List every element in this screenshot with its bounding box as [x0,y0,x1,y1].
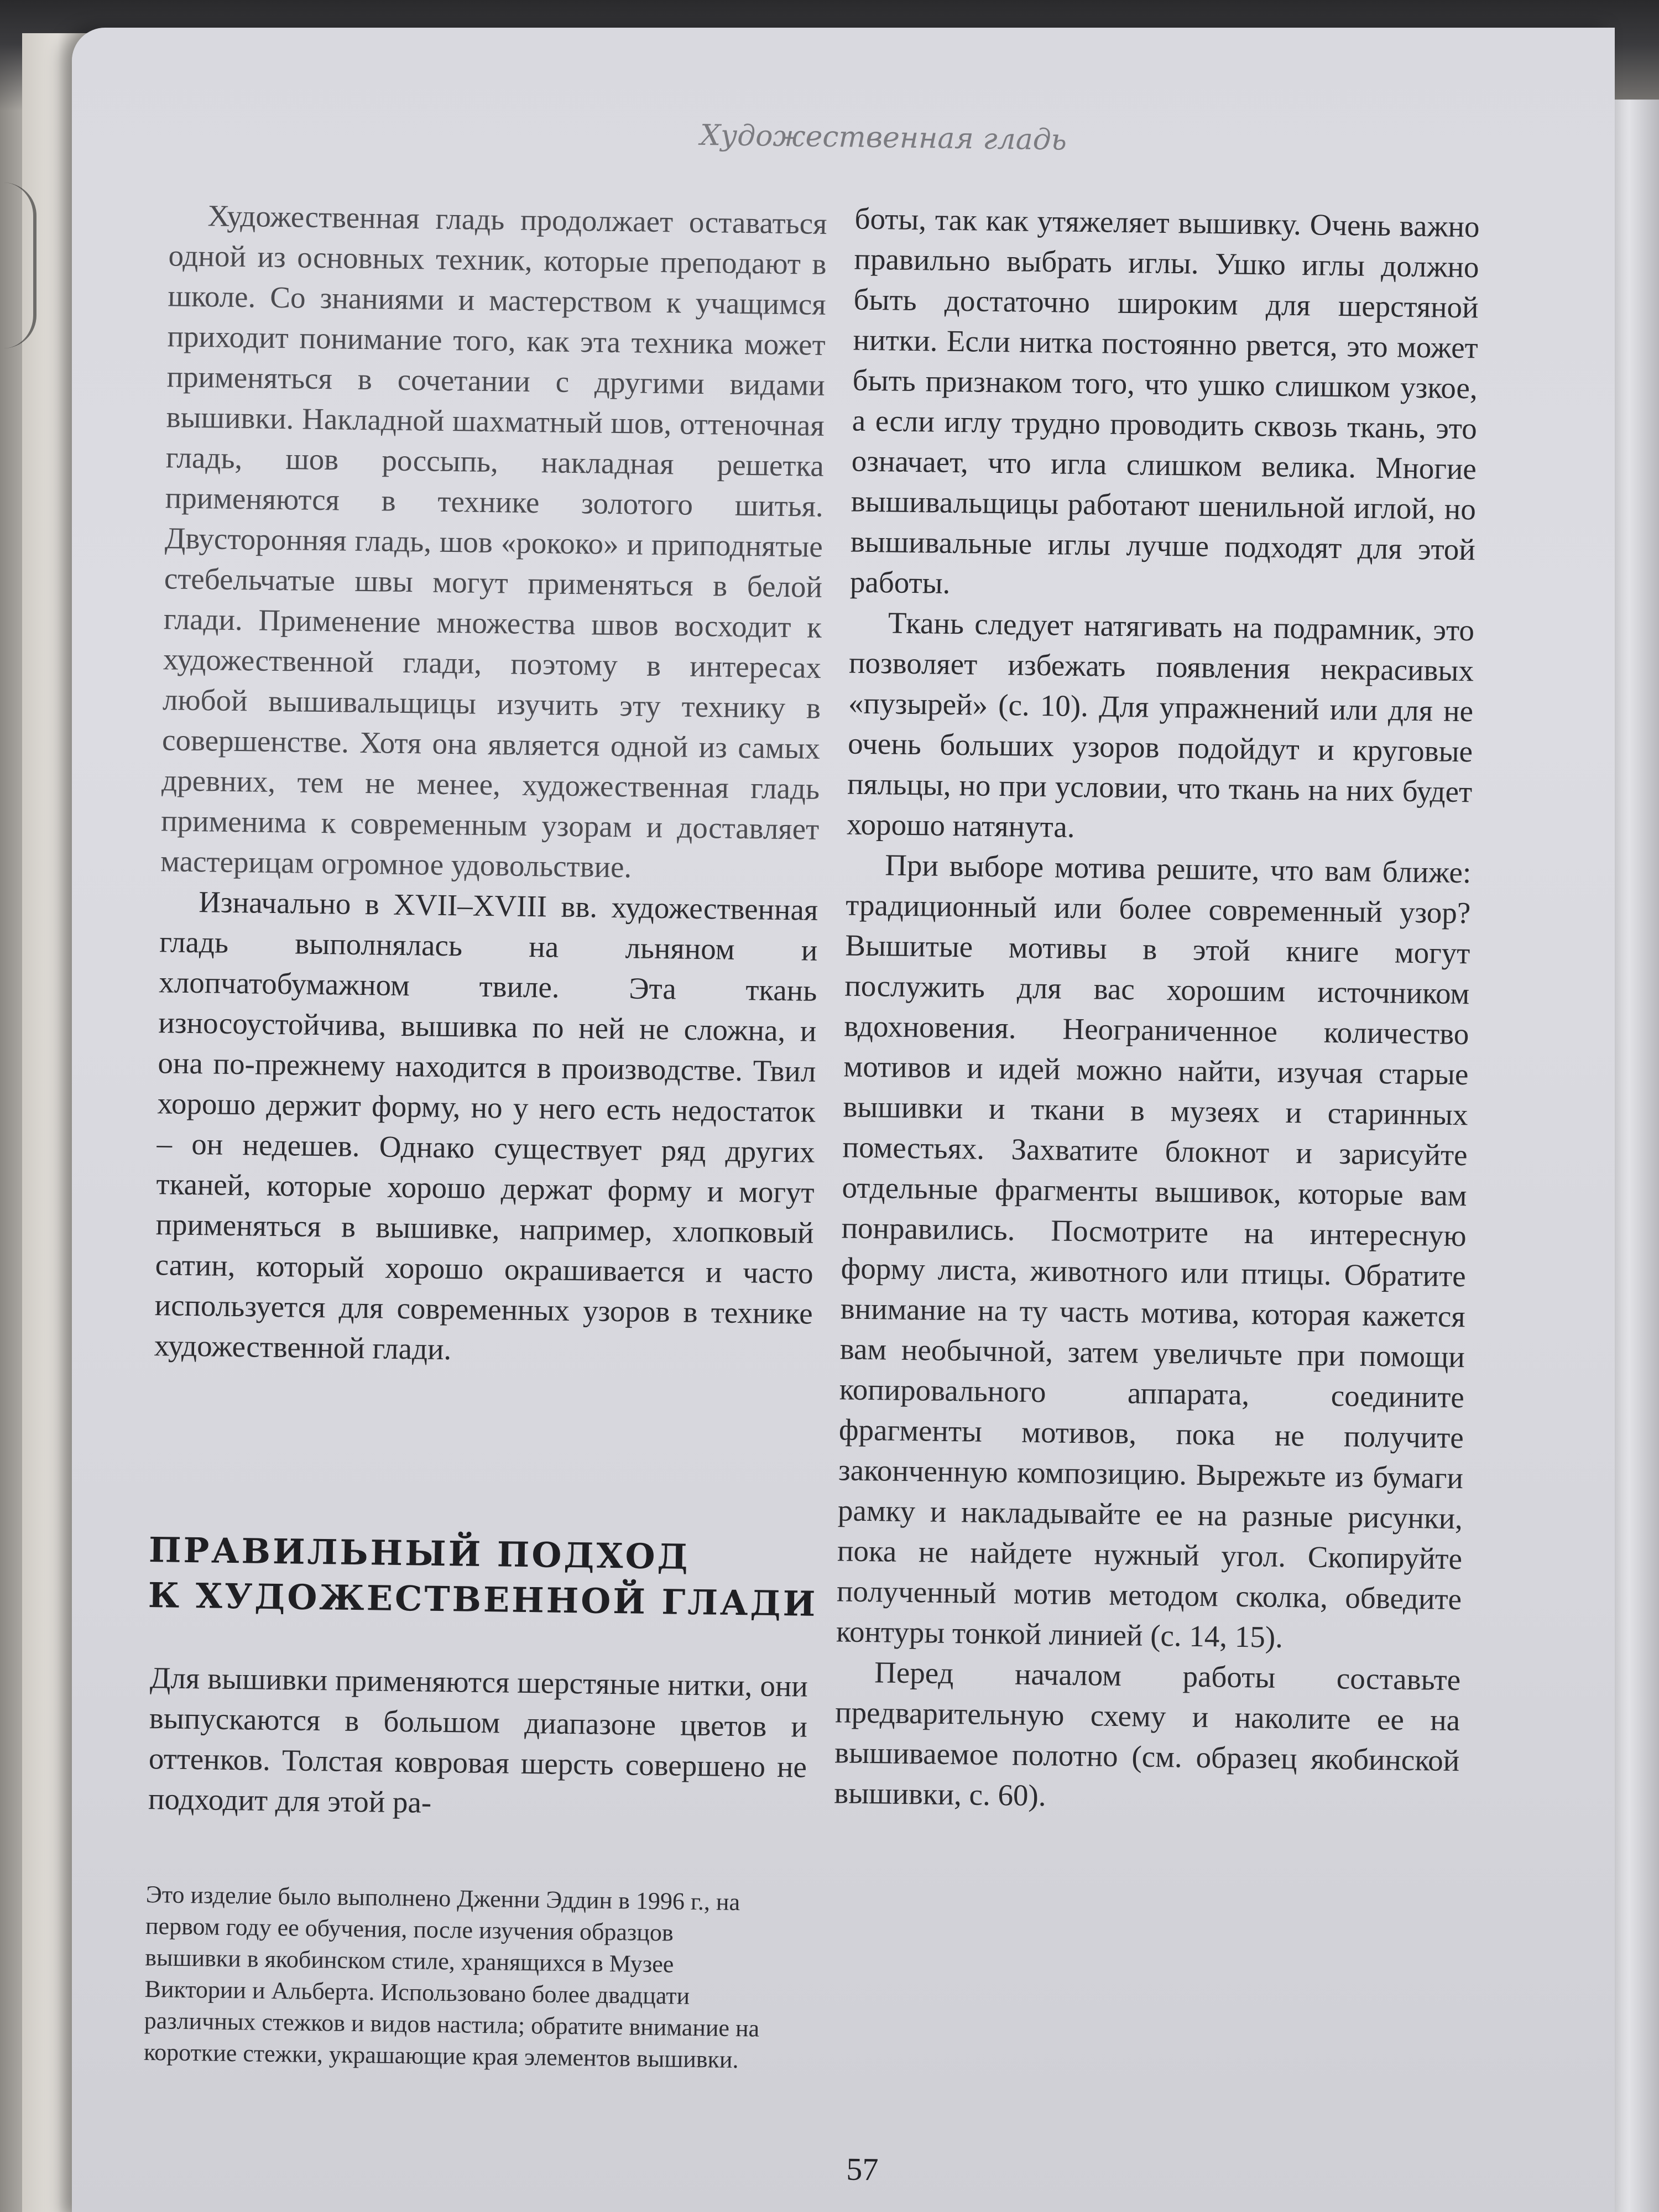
book-page [72,28,1615,2212]
section-heading-line-2: К ХУДОЖЕСТВЕННОЙ ГЛАДИ [148,1575,818,1624]
page-content [43,28,1615,2212]
left-paragraph-3: Для вышивки применяются шерстяные нитки, они выпускаются в большом диапазоне цветов и оттенков. Толстая ковровая шерсть совершено не подходит для этой ра- [148,1661,808,1819]
left-column [154,195,827,1374]
section-heading-line-1: ПРАВИЛЬНЫЙ ПОДХОД [148,1530,691,1577]
left-paragraph-1: Художественная гладь продолжает оставаться одной из основных техник, которые преподают в школе. Со знаниями и мастерством к учащимся приходит понимание того, как эта техника может применяться в сочетании с другими видами вышивки. Накладной шахматный шов, оттеночная гладь, шов россыпь, накладная решетка применяются в технике золотого шитья. Двусторонняя гладь, шов «рококо» и приподнятые стебельчатые швы могут применяться в белой глади. Применение множества швов восходит к художественной глади, поэтому в интересах любой вышивальщицы изучить эту технику в совершенстве. Хотя она является одной из самых древних, тем не менее, художественная гладь применима к современным узорам и доставляет мастерицам огромное удовольствие. [160,199,827,884]
page-stack-edge [1609,100,1659,2212]
page-number: 57 [846,2151,879,2188]
bookmark-thread [0,182,36,348]
section-heading [148,1527,823,1627]
right-paragraph-4: Перед началом работы составьте предварительную схему и наколите ее на вышиваемое полотно (см. образец якобинской вышивки, с. 60). [833,1655,1461,1813]
left-paragraph-2: Изначально в XVII–XVIII вв. художественная гладь выполнялась на льняном и хлопчатобумажном твиле. Эта ткань износоустойчива, вышивка по ней не сложна, и она по-прежнему находится в производстве. Твил хорошо держит форму, но у него есть недостаток – он недешев. Однако существует ряд других тканей, которые хорошо держат форму и могут применяться в вышивке, например, хлопковый сатин, который хорошо окрашивается и часто используется для современных узоров в технике художественной глади. [154,885,818,1366]
right-paragraph-3: При выборе мотива решите, что вам ближе: традиционный или более современный узор? Вышитые мотивы в этой книге могут послужить для вас хорошим источником вдохновения. Неограниченное количество мотивов и идей можно найти, изучая старые вышивки и ткани в музеях и старинных поместьях. Захватите блокнот и зарисуйте отдельные фрагменты вышивок, которые вам понравились. Посмотрите на интересную форму листа, животного или птицы. Обратите внимание на ту часть мотива, которая кажется вам необычной, затем увеличьте при помощи копировального аппарата, соедините фрагменты мотивов, пока не получите законченную композицию. Вырежьте из бумаги рамку и накладывайте ее на разные рисунки, пока не найдете нужный угол. Скопируйте полученный мотив методом сколка, обведите контуры тонкой линией (с. 14, 15). [836,848,1472,1654]
image-caption: Это изделие было выполнено Дженни Эддин в 1996 г., на первом году ее обучения, после изучения образцов вышивки в якобинском стиле, хранящихся в Музее Виктории и Альберта. Использовано более двадцати различных стежков и видов настила; обратите внимание на короткие стежки, украшающие края элементов вышивки. [143,1881,760,2074]
right-column [834,199,1480,1822]
right-paragraph-1: боты, так как утяжеляет вышивку. Очень важно правильно выбрать иглы. Ушко иглы должно быть достаточно широким для шерстяной нитки. Если нитка постоянно рвется, это может быть признаком того, что ушко слишком узкое, а если иглу трудно проводить сквозь ткань, это означает, что игла слишком велика. Многие вышивальщицы работают шенильной иглой, но вышивальные иглы лучше подходят для этой работы. [849,201,1480,600]
running-head: Художественная гладь [700,118,1067,157]
right-paragraph-2: Ткань следует натягивать на подрамник, это позволяет избежать появления некрасивых «пузырей» (с. 10). Для упражнений или для не очень больших узоров подойдут и круговые пяльцы, но при условии, что ткань на них будет хорошо натянута. [846,606,1475,844]
left-column-after-heading [148,1657,808,1828]
